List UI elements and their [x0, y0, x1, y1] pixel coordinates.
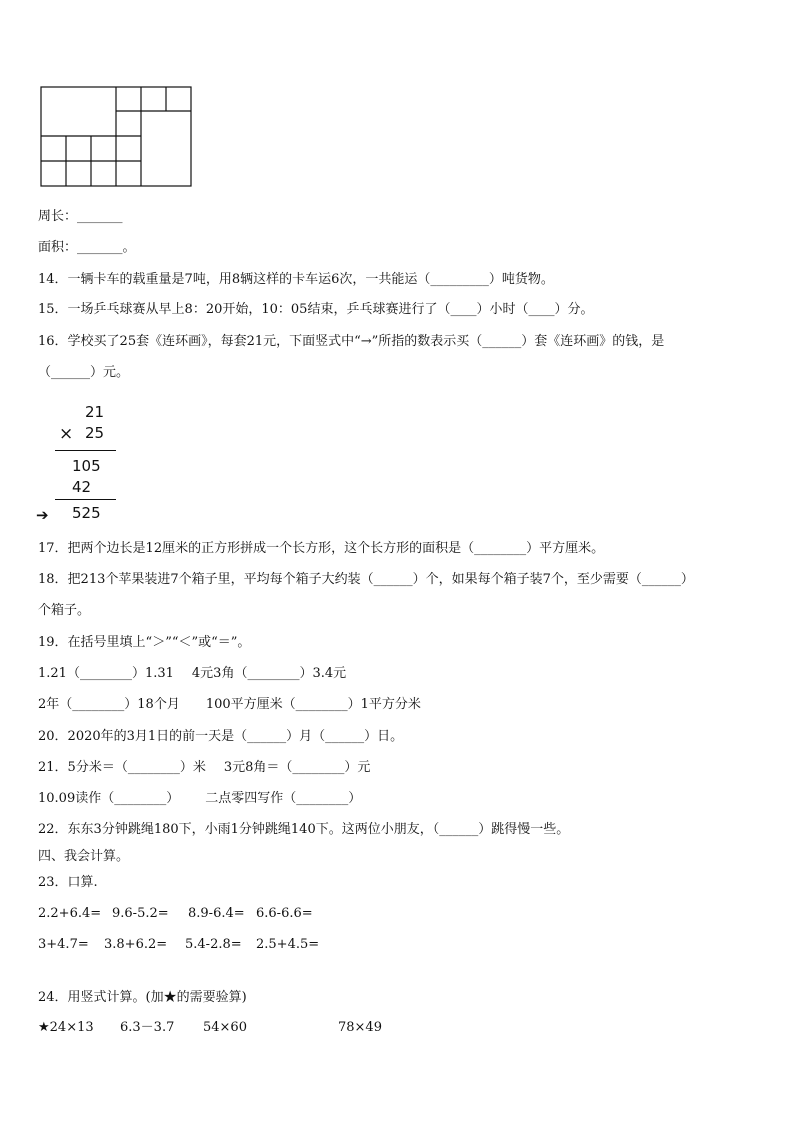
mental-math-item: 9.6-5.2=	[112, 906, 169, 921]
question-16-line1: 16．学校买了25套《连环画》，每套21元，下面竖式中“→”所指的数表示买（______）套《连环画》的钱，是	[38, 334, 665, 349]
question-15: 15．一场乒乓球赛从早上8：20开始，10：05结束，乒乓球赛进行了（____）小时（____）分。	[38, 302, 594, 317]
mental-math-row2	[38, 937, 319, 953]
question-16-line2: （______）元。	[38, 365, 130, 380]
q13-area: 面积：_______。	[38, 240, 136, 255]
question-21-row2	[38, 791, 361, 807]
mental-math-item: 2.5+4.5=	[256, 937, 320, 952]
mental-math-item: 5.4-2.8=	[185, 937, 242, 952]
q13-perimeter: 周长：_______	[38, 209, 123, 224]
mental-math-item: 3.8+6.2=	[104, 937, 168, 952]
question-18-line2: 个箱子。	[38, 603, 91, 618]
section-4-heading: 四、我会计算。	[38, 849, 130, 864]
vertical-multiplier: 25	[85, 424, 105, 442]
partial-product-2: 42	[72, 478, 92, 496]
arrow-icon: ➔	[36, 506, 49, 524]
convert-2: 3元8角＝（________）元	[223, 760, 371, 775]
vertical-multiplication	[36, 400, 126, 526]
question-19-title: 19．在括号里填上“＞”“＜”或“＝”。	[38, 635, 251, 650]
compare-2: 4元3角（________）3.4元	[191, 666, 347, 681]
question-24-title: 24．用竖式计算。(加★的需要验算)	[38, 990, 247, 1005]
vertical-top-number: 21	[85, 403, 105, 421]
question-20: 20．2020年的3月1日的前一天是（______）月（______）日。	[38, 729, 404, 744]
question-18-line1: 18．把213个苹果装进7个箱子里，平均每个箱子大约装（______）个，如果每个箱子装7个，至少需要（______）	[38, 572, 694, 587]
vertical-calc-item: 78×49	[338, 1020, 382, 1035]
partial-product-1: 105	[72, 457, 101, 475]
vertical-result: 525	[72, 504, 101, 522]
rectangle-grid-figure	[40, 86, 192, 188]
mental-math-row1	[38, 906, 313, 922]
question-14: 14．一辆卡车的载重量是7吨，用8辆这样的卡车运6次，一共能运（_________）吨货物。	[38, 272, 554, 287]
convert-1: 21．5分米＝（________）米	[38, 760, 206, 775]
compare-3: 2年（________）18个月	[38, 697, 180, 712]
mental-math-item: 8.9-6.4=	[188, 906, 245, 921]
question-17: 17．把两个边长是12厘米的正方形拼成一个长方形，这个长方形的面积是（________）平方厘米。	[38, 541, 605, 556]
mental-math-item: 3+4.7=	[38, 937, 89, 952]
question-19-row2	[38, 697, 421, 713]
vertical-calc-item: 54×60	[203, 1020, 247, 1035]
question-22: 22．东东3分钟跳绳180下，小雨1分钟跳绳140下。这两位小朋友，（______）跳得慢一些。	[38, 822, 570, 837]
question-21-row1	[38, 760, 370, 776]
multiply-sign: ×	[59, 424, 74, 444]
compare-4: 100平方厘米（________）1平方分米	[205, 697, 421, 712]
write-number: 二点零四写作（________）	[205, 791, 362, 806]
question-23-title: 23．口算.	[38, 875, 98, 890]
vertical-calc-item: 6.3－3.7	[120, 1020, 175, 1035]
vertical-calc-item: ★24×13	[38, 1020, 94, 1035]
question-19-row1	[38, 666, 346, 682]
mental-math-item: 2.2+6.4=	[38, 906, 102, 921]
compare-1: 1.21（________）1.31	[38, 666, 174, 681]
question-24-items	[38, 1020, 382, 1036]
mental-math-item: 6.6-6.6=	[256, 906, 313, 921]
read-number: 10.09读作（________）	[38, 791, 180, 806]
